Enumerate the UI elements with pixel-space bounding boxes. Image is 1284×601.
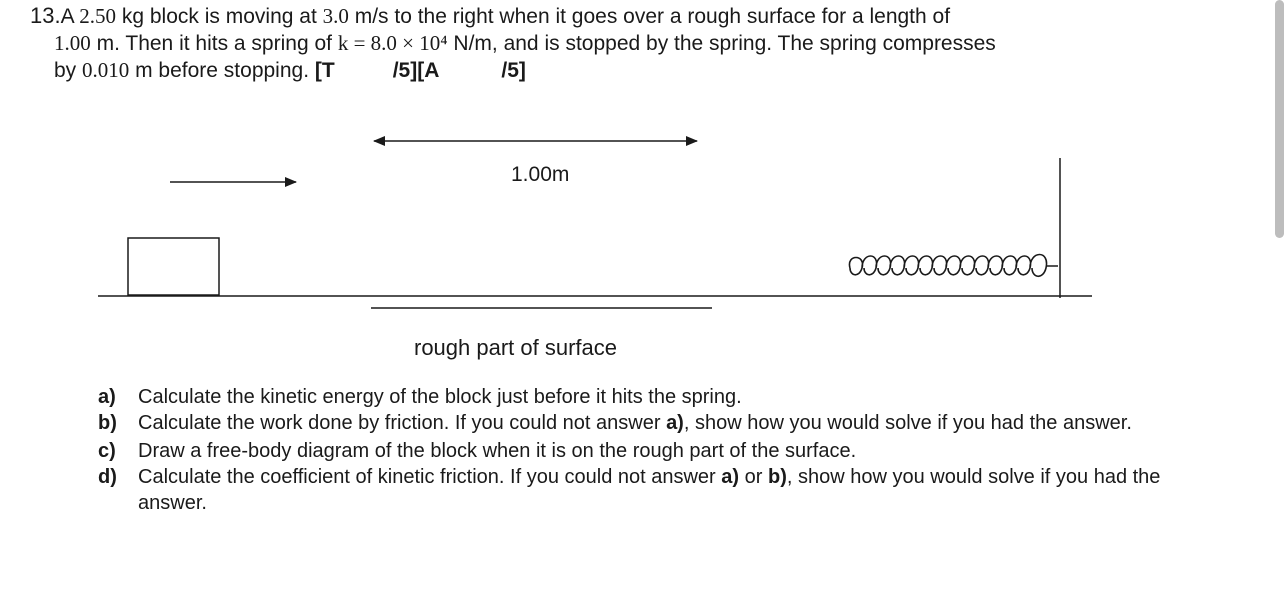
speed-value: 3.0 bbox=[322, 4, 349, 28]
problem-line-3: by 0.010 m before stopping. [T /5][A /5] bbox=[54, 58, 526, 82]
spring-constant: k = 8.0 × 10⁴ bbox=[337, 31, 448, 55]
compression-value: 0.010 bbox=[82, 58, 130, 82]
distance-label: 1.00m bbox=[511, 163, 570, 186]
question-c: c) Draw a free-body diagram of the block when it is on the rough part of the surface. bbox=[98, 440, 857, 462]
question-b: b) Calculate the work done by friction. If you could not answer a), show how you would solve if you had the answer. bbox=[98, 412, 1132, 434]
scrollbar-thumb[interactable] bbox=[1275, 0, 1284, 238]
block bbox=[128, 238, 219, 295]
spring bbox=[849, 255, 1058, 277]
problem-line-1: 13.A 2.50 kg block is moving at 3.0 m/s to the right when it goes over a rough surface for a length of bbox=[30, 3, 951, 28]
question-number: 13. bbox=[30, 3, 61, 28]
length-value: 1.00 bbox=[54, 31, 91, 55]
problem-line-2: 1.00 m. Then it hits a spring of k = 8.0 × 10⁴ N/m, and is stopped by the spring. The spring compresses bbox=[54, 31, 996, 55]
surface-label: rough part of surface bbox=[414, 335, 618, 360]
question-list bbox=[98, 384, 1218, 516]
question-a: a) Calculate the kinetic energy of the block just before it hits the spring. bbox=[98, 386, 742, 408]
marks-end: /5] bbox=[501, 59, 526, 82]
question-d: d) Calculate the coefficient of kinetic friction. If you could not answer a) or b), show how you would solve if you had the answer. bbox=[98, 466, 1161, 514]
marks-thinking: [T bbox=[314, 59, 335, 82]
mass-value: 2.50 bbox=[79, 4, 117, 28]
marks-application: /5][A bbox=[392, 59, 440, 82]
